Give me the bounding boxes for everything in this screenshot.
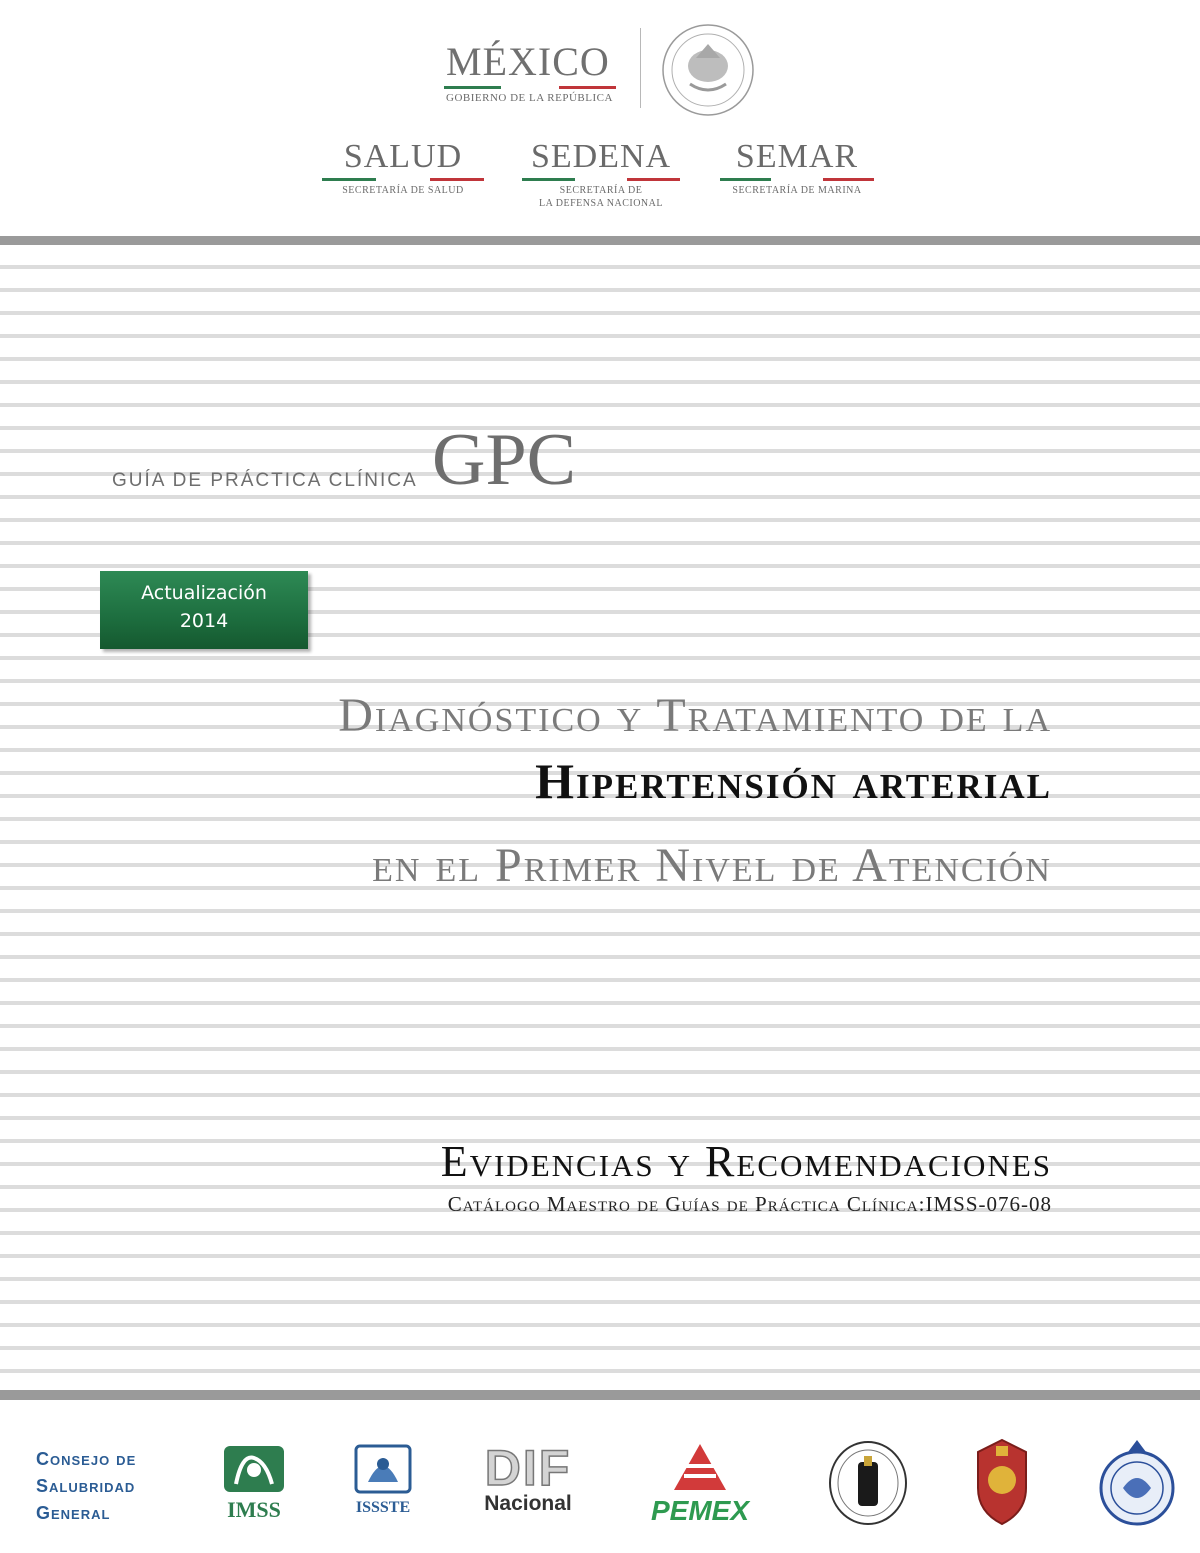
flag-rule	[522, 178, 680, 181]
agency-salud	[322, 138, 484, 197]
issste-icon	[350, 1444, 416, 1494]
agency-subtitle: SECRETARÍA DE MARINA	[732, 185, 862, 196]
header-divider	[640, 28, 641, 108]
pemex-icon	[638, 1442, 762, 1492]
consejo-line1: Consejo de	[36, 1449, 137, 1469]
imss-icon	[222, 1444, 286, 1494]
imss-caption: IMSS	[227, 1497, 281, 1522]
catalog-code: IMSS-076-08	[925, 1192, 1052, 1216]
top-band	[0, 236, 1200, 245]
flag-rule	[322, 178, 484, 181]
header	[0, 0, 1200, 236]
badge-line1: Actualización	[141, 582, 267, 604]
issste-logo	[350, 1444, 416, 1517]
mexico-subtitle: GOBIERNO DE LA REPÚBLICA	[446, 92, 613, 104]
agency-name: SEMAR	[735, 138, 859, 175]
dif-logo	[478, 1440, 578, 1516]
title-line3: en el Primer Nivel de Atención	[372, 839, 1052, 892]
agency-semar	[720, 138, 874, 197]
pemex-caption: PEMEX	[650, 1495, 750, 1526]
seal-logo-2-icon	[1098, 1438, 1176, 1526]
agency-sedena	[522, 138, 680, 210]
agency-name: SALUD	[343, 138, 463, 175]
title-line1: Diagnóstico y Tratamiento de la	[338, 689, 1052, 742]
guide-label: GUÍA DE PRÁCTICA CLÍNICA	[112, 470, 418, 491]
mexico-title: MÉXICO	[446, 39, 610, 84]
section-heading: Evidencias y Recomendaciones	[440, 1137, 1052, 1186]
agency-subtitle: SECRETARÍA DE SALUD	[342, 185, 464, 196]
update-badge	[100, 571, 308, 649]
catalog-label: Catálogo Maestro de Guías de Práctica Clínica:	[447, 1192, 926, 1216]
agency-name: SEDENA	[530, 138, 672, 175]
consejo-salubridad-logo	[36, 1446, 136, 1527]
title-line2: Hipertensión arterial	[535, 753, 1052, 809]
seal-logo-1-icon	[828, 1440, 908, 1526]
flag-rule	[720, 178, 874, 181]
agency-subtitle-2: LA DEFENSA NACIONAL	[539, 198, 663, 209]
national-seal-icon	[656, 22, 760, 118]
consejo-line3: General	[36, 1503, 111, 1523]
striped-background	[0, 246, 1200, 1390]
consejo-line2: Salubridad	[36, 1476, 136, 1496]
pemex-logo	[638, 1442, 762, 1525]
dif-caption: Nacional	[484, 1492, 572, 1515]
guide-acronym: GPC	[432, 419, 576, 501]
agency-subtitle: SECRETARÍA DE	[559, 185, 643, 196]
mexico-flag-rule	[444, 86, 616, 89]
catalog-line	[448, 1192, 1052, 1217]
issste-caption: ISSSTE	[355, 1499, 411, 1516]
badge-line2: 2014	[179, 610, 229, 632]
bottom-band	[0, 1390, 1200, 1400]
dif-mark: DIF	[484, 1440, 572, 1496]
imss-logo	[222, 1444, 286, 1521]
crest-logo-icon	[970, 1438, 1034, 1526]
